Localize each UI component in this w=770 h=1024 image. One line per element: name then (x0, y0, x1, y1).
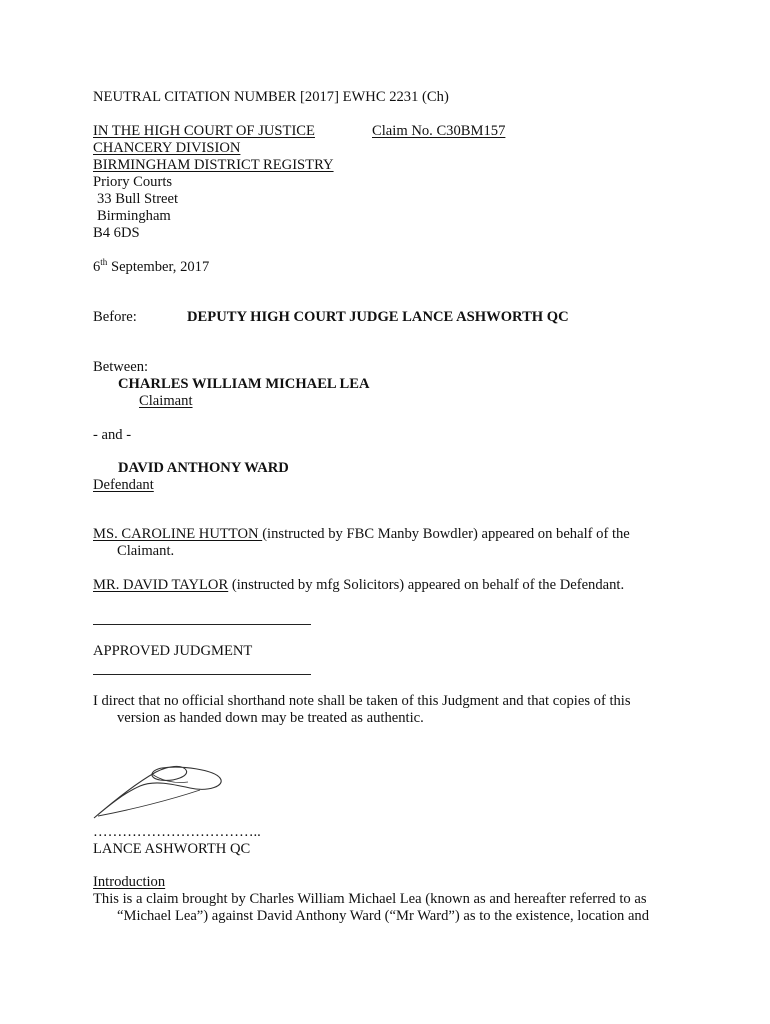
judgment-date: 6th September, 2017 (93, 257, 210, 275)
approved-judgment-heading: APPROVED JUDGMENT (93, 643, 253, 659)
defendant-role: Defendant (93, 477, 154, 493)
introduction-heading: Introduction (93, 874, 166, 890)
address-line: B4 6DS (93, 225, 140, 241)
and-separator: - and - (93, 427, 132, 443)
judge-signature (90, 760, 230, 822)
divider-line (93, 624, 311, 625)
address-line: Priory Courts (93, 174, 173, 190)
claim-number: Claim No. C30BM157 (372, 123, 506, 139)
court-registry: BIRMINGHAM DISTRICT REGISTRY (93, 157, 334, 173)
signature-dots: …………………………….. (93, 824, 261, 840)
claimant-counsel-name: MS. CAROLINE HUTTON (93, 526, 263, 542)
defendant-counsel-paragraph: MR. DAVID TAYLOR (instructed by mfg Solicitors) appeared on behalf of the Defendant. (93, 577, 625, 593)
judge-name: DEPUTY HIGH COURT JUDGE LANCE ASHWORTH QC (187, 309, 569, 325)
defendant-name: DAVID ANTHONY WARD (118, 460, 289, 476)
claimant-name: CHARLES WILLIAM MICHAEL LEA (118, 376, 370, 392)
divider-line (93, 674, 311, 675)
between-label: Between: (93, 359, 149, 375)
defendant-counsel-name: MR. DAVID TAYLOR (93, 577, 229, 593)
claimant-role: Claimant (139, 393, 193, 409)
neutral-citation: NEUTRAL CITATION NUMBER [2017] EWHC 2231 (Ch) (93, 89, 449, 105)
court-name: IN THE HIGH COURT OF JUSTICE (93, 123, 315, 139)
shorthand-direction: I direct that no official shorthand note shall be taken of this Judgment and that copies of this version as handed down may be treated as authentic. (93, 693, 631, 726)
introduction-paragraph: This is a claim brought by Charles William Michael Lea (known as and hereafter referred to as “Michael Lea”) against David Anthony Ward (“Mr Ward”) as to the existence, location and (93, 891, 650, 924)
signatory-name: LANCE ASHWORTH QC (93, 841, 251, 857)
court-division: CHANCERY DIVISION (93, 140, 241, 156)
address-line: 33 Bull Street (97, 191, 179, 207)
before-label: Before: (93, 309, 137, 325)
claimant-counsel-paragraph: MS. CAROLINE HUTTON (instructed by FBC Manby Bowdler) appeared on behalf of the Claimant. (93, 526, 630, 559)
address-line: Birmingham (97, 208, 171, 224)
